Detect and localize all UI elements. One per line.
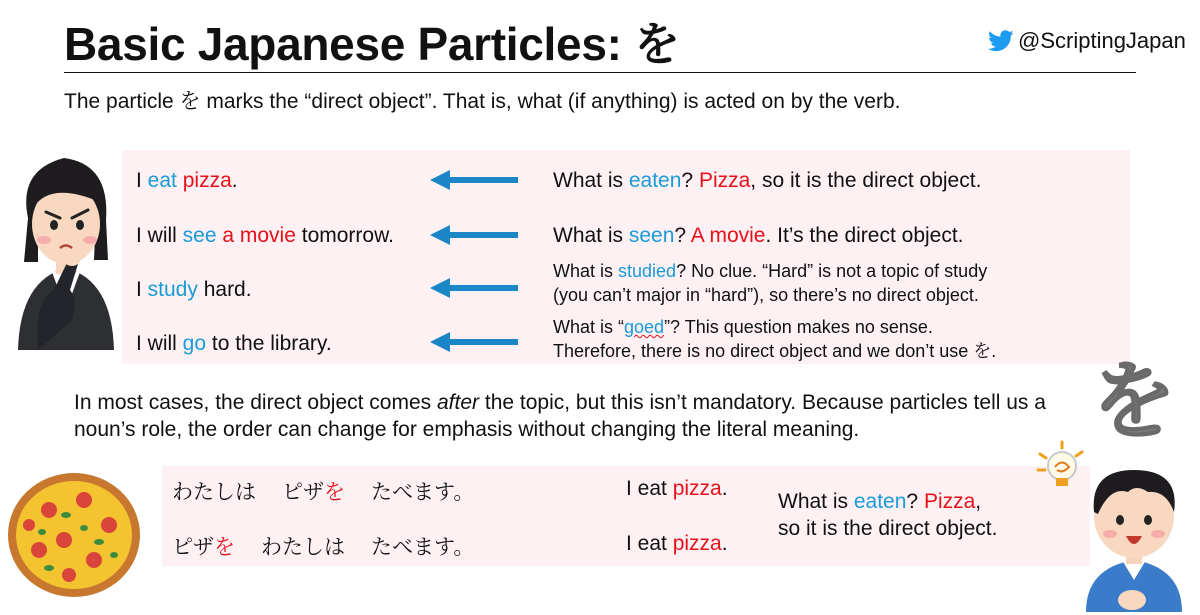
thinking-woman-illustration — [8, 150, 124, 366]
japanese-sentence: ピザを わたしは たべます。 — [172, 536, 475, 559]
example-sentence: I study hard. — [136, 278, 252, 301]
left-arrow-icon — [428, 168, 520, 192]
english-translation: I eat pizza. — [626, 532, 728, 555]
example-sentence: I will see a movie tomorrow. — [136, 224, 394, 247]
page-title: Basic Japanese Particles: を — [64, 18, 680, 70]
example-explanation: What is studied? No clue. “Hard” is not a topic of study (you can’t major in “hard”), so there’s no direct object. — [553, 261, 988, 305]
explanation-paragraph: In most cases, the direct object comes after the topic, but this isn’t mandatory. Because particles tell us a noun’s role, the order can change for emphasis without changing the literal meaning. — [74, 391, 1046, 441]
big-character-text: を — [1091, 352, 1177, 444]
example-explanation: What is “goed”? This question makes no sense. Therefore, there is no direct object and we don’t use を. — [553, 317, 997, 361]
example-explanation: What is eaten? Pizza, so it is the direct object. — [553, 169, 982, 192]
left-arrow-icon — [428, 276, 520, 300]
example-explanation: What is seen? A movie. It’s the direct object. — [553, 224, 964, 247]
left-arrow-icon — [428, 223, 520, 247]
twitter-bird-icon — [988, 30, 1014, 52]
pizza-illustration — [4, 470, 144, 600]
twitter-handle-text: @ScriptingJapan — [1018, 28, 1186, 53]
example-sentence: I will go to the library. — [136, 332, 332, 355]
english-translation: I eat pizza. — [626, 477, 728, 500]
lightbulb-icon — [1038, 442, 1082, 486]
big-wo-character — [1088, 352, 1180, 444]
title-divider — [64, 72, 1136, 73]
example-sentence: I eat pizza. — [136, 169, 238, 192]
boy-lightbulb-illustration — [1036, 440, 1192, 612]
intro-text: The particle を marks the “direct object”. That is, what (if anything) is acted on by the verb. — [64, 90, 901, 113]
left-arrow-icon — [428, 330, 520, 354]
twitter-handle[interactable] — [988, 28, 1186, 54]
japanese-sentence: わたしは ピザを たべます。 — [172, 481, 475, 504]
answer-text: What is eaten? Pizza, so it is the direct object. — [778, 490, 998, 540]
